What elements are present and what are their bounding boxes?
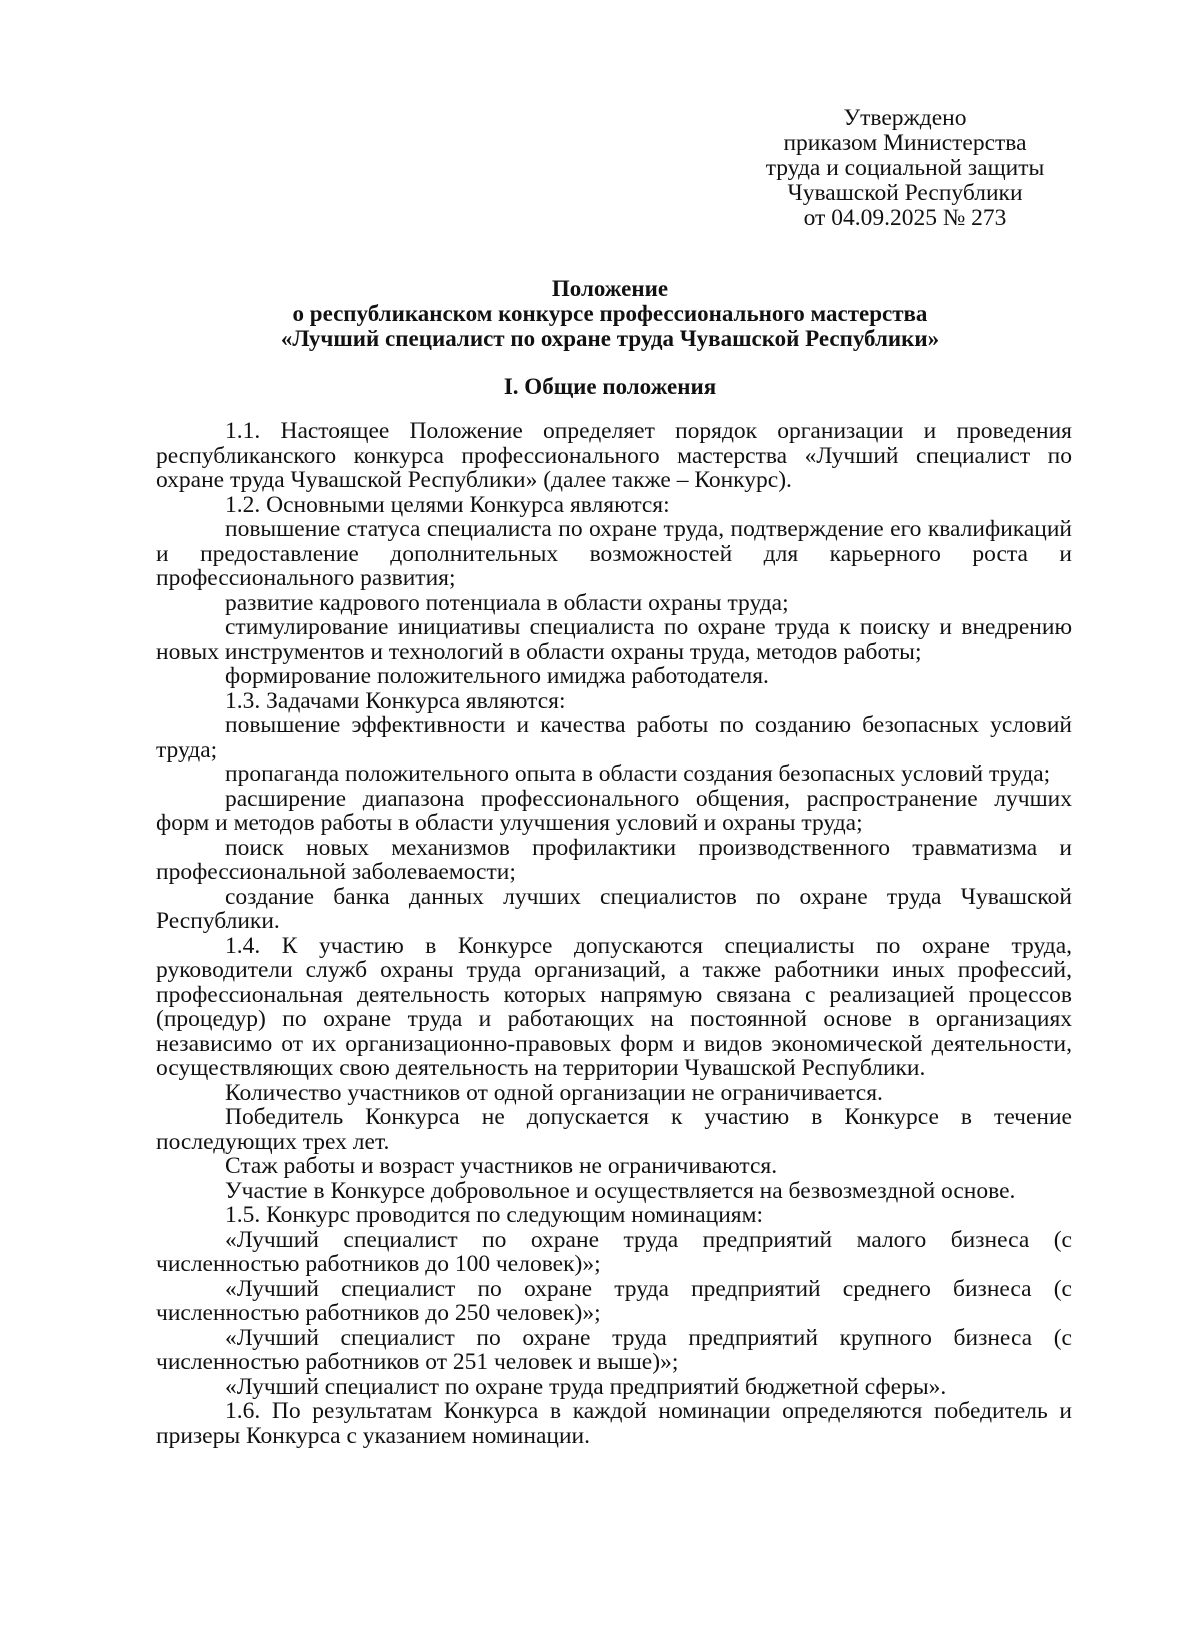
paragraph: «Лучший специалист по охране труда предприятий среднего бизнеса (с численностью работников до 250 человек)»; xyxy=(156,1275,1072,1326)
paragraph: расширение диапазона профессионального общения, распространение лучших форм и методов работы в области улучшения условий и охраны труда; xyxy=(156,785,1072,836)
paragraph: стимулирование инициативы специалиста по охране труда к поиску и внедрению новых инструментов и технологий в области охраны труда, методов работы; xyxy=(156,614,1072,665)
section-heading: I. Общие положения xyxy=(503,374,717,399)
paragraph: пропаганда положительного опыта в области создания безопасных условий труда; xyxy=(225,761,1051,787)
paragraph: 1.4. К участию в Конкурсе допускаются специалисты по охране труда, руководители служб охраны труда организаций, а также работники иных профессий, профессиональная деятельность которых напрямую связана с реализацией процессов (процедур) по охране труда и работающих на постоянной основе в организациях независимо от их организационно-правовых форм и видов экономической деятельности, осуществляющих свою деятельность на территории Чувашской Республики. xyxy=(156,932,1072,1081)
title-line: «Лучший специалист по охране труда Чувашской Республики» xyxy=(280,326,940,351)
paragraph: развитие кадрового потенциала в области охраны труда; xyxy=(225,589,789,616)
approval-stamp xyxy=(745,106,1065,231)
paragraph: 1.2. Основными целями Конкурса являются: xyxy=(225,491,670,518)
paragraph: Стаж работы и возраст участников не ограничиваются. xyxy=(225,1153,778,1179)
paragraph: 1.5. Конкурс проводится по следующим номинациям: xyxy=(225,1202,763,1228)
title-line: Положение xyxy=(551,276,669,301)
paragraph: создание банка данных лучших специалистов по охране труда Чувашской Республики. xyxy=(156,883,1072,934)
approval-line: приказом Министерства xyxy=(783,130,1027,156)
approval-line: Чувашской Республики xyxy=(787,180,1023,206)
approval-line: труда и социальной защиты xyxy=(765,155,1045,181)
paragraph: 1.1. Настоящее Положение определяет порядок организации и проведения республиканского конкурса профессионального мастерства «Лучший специалист по охране труда Чувашской Республики» (далее также – Конкурс). xyxy=(156,418,1072,493)
paragraph: поиск новых механизмов профилактики производственного травматизма и профессиональной заболеваемости; xyxy=(156,834,1072,885)
paragraph: 1.3. Задачами Конкурса являются: xyxy=(225,687,566,714)
paragraph: Победитель Конкурса не допускается к участию в Конкурсе в течение последующих трех лет. xyxy=(156,1104,1072,1155)
paragraph: 1.6. По результатам Конкурса в каждой номинации определяются победитель и призеры Конкурса с указанием номинации. xyxy=(156,1398,1072,1449)
paragraph: «Лучший специалист по охране труда предприятий бюджетной сферы». xyxy=(225,1373,947,1400)
approval-line: Утверждено xyxy=(843,105,967,131)
document-body xyxy=(156,419,1072,1448)
approval-line: от 04.09.2025 № 273 xyxy=(803,205,1007,231)
paragraph: «Лучший специалист по охране труда предприятий малого бизнеса (с численностью работников до 100 человек)»; xyxy=(156,1226,1072,1277)
paragraph: Количество участников от одной организации не ограничивается. xyxy=(225,1079,883,1106)
paragraph: повышение статуса специалиста по охране труда, подтверждение его квалификаций и предоставление дополнительных возможностей для карьерного роста и профессионального развития; xyxy=(156,516,1072,591)
paragraph: «Лучший специалист по охране труда предприятий крупного бизнеса (с численностью работников от 251 человек и выше)»; xyxy=(156,1324,1072,1375)
paragraph: Участие в Конкурсе добровольное и осуществляется на безвозмездной основе. xyxy=(225,1177,1016,1204)
paragraph: формирование положительного имиджа работодателя. xyxy=(225,663,769,689)
document-title xyxy=(150,276,1070,351)
paragraph: повышение эффективности и качества работы по созданию безопасных условий труда; xyxy=(156,712,1072,763)
title-line: о республиканском конкурсе профессионального мастерства xyxy=(292,301,928,326)
